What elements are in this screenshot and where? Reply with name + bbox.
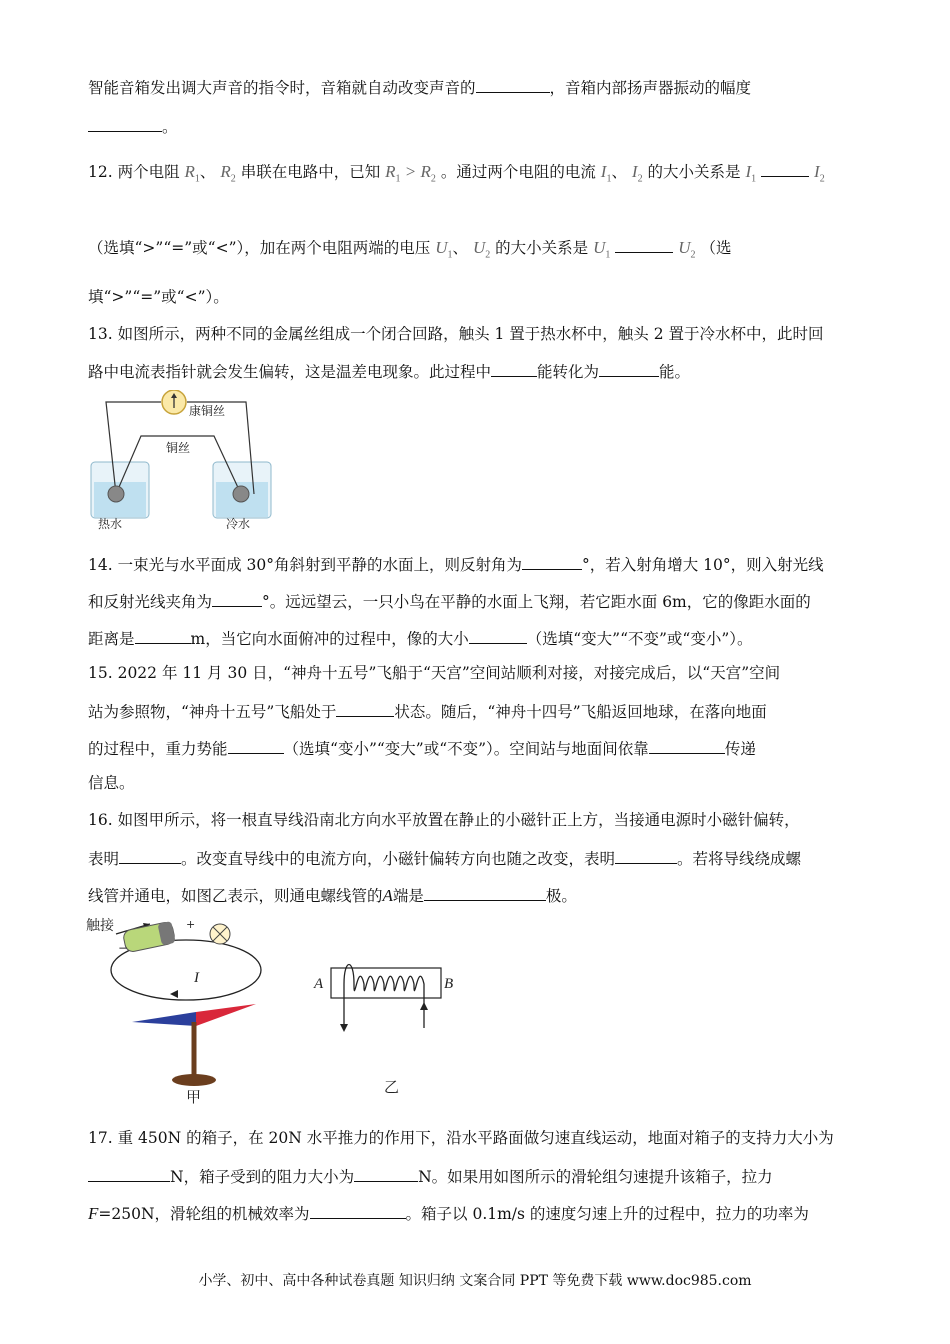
text-line: 路中电流表指针就会发生偏转，这是温差电现象。此过程中 能转化为 能。 bbox=[88, 360, 690, 382]
answer-blank[interactable] bbox=[476, 76, 550, 93]
answer-blank[interactable] bbox=[354, 1165, 418, 1182]
question-13: 13. 如图所示，两种不同的金属丝组成一个闭合回路，触头 1 置于热水杯中，触头 2 置于冷水杯中，此时回 bbox=[88, 325, 824, 343]
answer-blank[interactable] bbox=[615, 236, 673, 253]
math-r1: $R_1$ bbox=[184, 162, 200, 185]
math-r2: $R_2$ bbox=[220, 162, 236, 185]
text-line: 距离是 m，当它向水面俯冲的过程中，像的大小 （选填“变大”“不变”或“变小”）。 bbox=[88, 627, 753, 649]
text-line: 智能音箱发出调大声音的指令时，音箱就自动改变声音的 ，音箱内部扬声器振动的幅度 bbox=[88, 76, 751, 98]
math-i1: $I_1$ bbox=[600, 162, 612, 185]
answer-blank[interactable] bbox=[135, 627, 191, 644]
caption-jia: 甲 bbox=[186, 1088, 202, 1106]
caption-yi: 乙 bbox=[384, 1078, 400, 1096]
math-f: F bbox=[88, 1204, 99, 1223]
contact-2 bbox=[233, 486, 249, 502]
answer-blank[interactable] bbox=[615, 847, 677, 864]
text-line: 站为参照物，“神舟十五号”飞船处于 状态。随后，“神舟十四号”飞船返回地球，在落向地面 bbox=[88, 700, 767, 722]
text-line: F=250N，滑轮组的机械效率为 。箱子以 0.1m/s 的速度匀速上升的过程中，拉力的功率为 bbox=[88, 1204, 809, 1223]
question-14: 14. 一束光与水平面成 30°角斜射到平静的水面上，则反射角为 °，若入射角增大 10°，则入射光线 bbox=[88, 553, 824, 575]
answer-blank[interactable] bbox=[469, 627, 527, 644]
answer-blank[interactable] bbox=[336, 700, 394, 717]
text-line: 填“>”“=”或“<”）。 bbox=[88, 288, 229, 306]
text-line: 和反射光线夹角为 °。远远望云，一只小鸟在平静的水面上飞翔，若它距水面 6m，它的像距水面的 bbox=[88, 590, 811, 612]
math-i2: $I_2$ bbox=[631, 162, 643, 185]
down-arrow-icon bbox=[340, 1024, 348, 1032]
label-copper: 铜丝 bbox=[166, 441, 191, 455]
answer-blank[interactable] bbox=[212, 590, 262, 607]
label-constantan: 康铜丝 bbox=[189, 404, 226, 418]
answer-blank[interactable] bbox=[310, 1202, 406, 1219]
solenoid-coil bbox=[344, 965, 424, 1029]
answer-blank[interactable] bbox=[491, 360, 537, 377]
question-15: 15. 2022 年 11 月 30 日，“神舟十五号”飞船于“天宫”空间站顺利对接，对接完成后，以“天宫”空间 bbox=[88, 664, 781, 682]
thermoelectric-figure bbox=[86, 390, 276, 530]
page-footer: 小学、初中、高中各种试卷真题 知识归纳 文案合同 PPT 等免费下载 www.doc985.com bbox=[198, 1273, 752, 1289]
needle-south bbox=[132, 1012, 196, 1026]
figure-yi bbox=[306, 950, 466, 1100]
answer-blank[interactable] bbox=[228, 737, 284, 754]
text-line: 。 bbox=[88, 115, 178, 137]
needle-north bbox=[196, 1004, 256, 1026]
answer-blank[interactable] bbox=[649, 737, 725, 754]
math-r1-gt-r2: $R_1 > R_2$ bbox=[385, 162, 436, 185]
question-17: 17. 重 450N 的箱子，在 20N 水平推力的作用下，沿水平路面做匀速直线运动，地面对箱子的支持力大小为 bbox=[88, 1129, 834, 1147]
figure-jia bbox=[84, 912, 274, 1108]
label-hot-water: 热水 bbox=[98, 517, 123, 530]
math-u1: $U_1$ bbox=[593, 238, 611, 261]
text-line: 的过程中，重力势能 （选填“变小”“变大”或“不变”）。空间站与地面间依靠 传递 bbox=[88, 737, 756, 759]
math-i2: $I_2$ bbox=[814, 162, 825, 185]
text-line: 信息。 bbox=[88, 774, 135, 792]
text-line: N，箱子受到的阻力大小为 N。如果用如图所示的滑轮组匀速提升该箱子，拉力 bbox=[88, 1165, 773, 1187]
label-minus: − bbox=[118, 941, 129, 955]
question-12-cont: （选填“>”“=”或“<”），加在两个电阻两端的电压 $U_1$、 $U_2$ 的大小关系是 $U_1$ $U_2$ （选 bbox=[88, 238, 732, 261]
text-line: 表明 。改变直导线中的电流方向，小磁针偏转方向也随之改变，表明 。若将导线绕成螺 bbox=[88, 847, 801, 869]
answer-blank[interactable] bbox=[88, 115, 162, 132]
answer-blank[interactable] bbox=[761, 160, 809, 177]
current-arrow-icon bbox=[170, 990, 178, 998]
question-12: 12. 两个电阻 $R_1$、 $R_2$ 串联在电路中，已知 $R_1 > R_2$ 。通过两个电阻的电流 $I_1$、 $I_2$ 的大小关系是 $I_1$ $I_2$ bbox=[88, 162, 825, 185]
question-16: 16. 如图甲所示，将一根直导线沿南北方向水平放置在静止的小磁针正上方，当接通电源时小磁针偏转， bbox=[88, 811, 800, 829]
label-plus: + bbox=[186, 918, 196, 931]
label-current: I bbox=[194, 970, 199, 986]
answer-blank[interactable] bbox=[119, 847, 181, 864]
answer-blank[interactable] bbox=[599, 360, 659, 377]
up-arrow-icon bbox=[420, 1002, 428, 1010]
label-touch: 触接 bbox=[86, 918, 114, 934]
label-b: B bbox=[444, 976, 454, 992]
math-u2: $U_2$ bbox=[678, 238, 696, 261]
math-u1: $U_1$ bbox=[435, 238, 453, 261]
text-line: 线管并通电，如图乙表示，则通电螺线管的A端是 极。 bbox=[88, 886, 577, 905]
math-u2: $U_2$ bbox=[472, 238, 491, 261]
stand-base bbox=[172, 1074, 216, 1086]
label-a: A bbox=[314, 976, 324, 992]
label-cold-water: 冷水 bbox=[226, 517, 251, 530]
answer-blank[interactable] bbox=[424, 884, 546, 901]
answer-blank[interactable] bbox=[522, 553, 582, 570]
math-i1: $I_1$ bbox=[745, 162, 757, 185]
answer-blank[interactable] bbox=[88, 1165, 170, 1182]
contact-1 bbox=[108, 486, 124, 502]
math-a: A bbox=[382, 886, 393, 905]
